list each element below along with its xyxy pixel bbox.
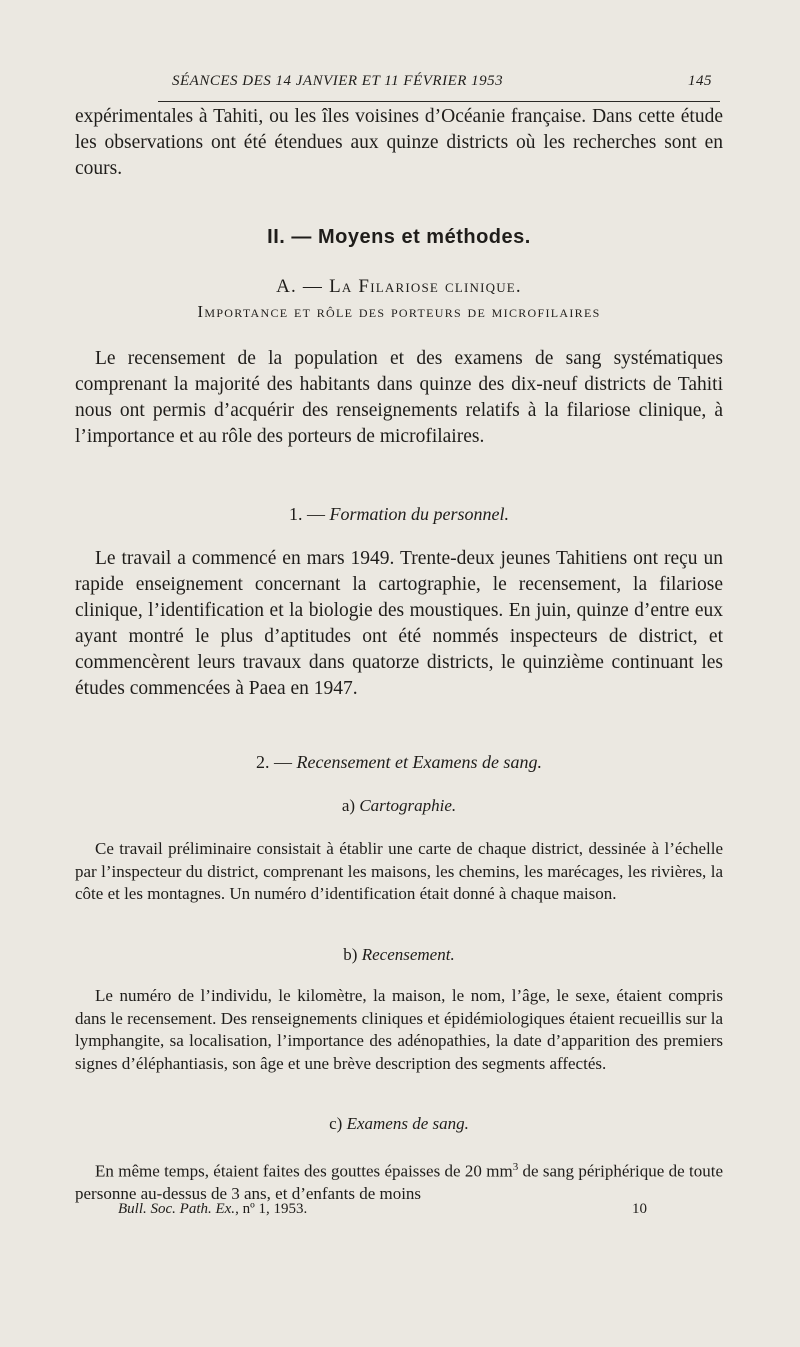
- part-2c-heading: [75, 1114, 723, 1134]
- footer-issue: , nº 1, 1953.: [235, 1201, 308, 1217]
- part-2b-paragraph: Le numéro de l’individu, le kilomètre, la maison, le nom, l’âge, le sexe, étaient compris dans le recensement. Des renseignements cliniques et épidémiologiques étaient recueillis sur la lymphangite, sa localisation, l’importance des adénopathies, la date d’apparition des premiers signes d’éléphantiasis, son âge et une brève description des segments affectés.: [75, 986, 723, 1073]
- part-1-heading: [75, 504, 723, 525]
- section-title: II. — Moyens et méthodes.: [267, 226, 531, 248]
- part-2b-title: Recensement.: [361, 945, 455, 964]
- footer-signature: 10: [632, 1201, 647, 1217]
- part-2c-paragraph: [75, 1156, 723, 1206]
- subsection-title-text: A. — La Filariose clinique.: [276, 276, 522, 297]
- running-title: SÉANCES DES 14 JANVIER ET 11 FÉVRIER 1953: [172, 73, 504, 89]
- subsection-paragraph: Le recensement de la population et des examens de sang systématiques comprenant la majorité des habitants dans quinze des dix-neuf districts de Tahiti nous ont permis d’acquérir des renseignements relatifs à la filariose clinique, à l’importance et au rôle des porteurs de microfilaires.: [75, 348, 723, 447]
- part-2a-label: a): [341, 796, 356, 815]
- part-2c-label: c): [329, 1114, 343, 1133]
- part-2c-title: Examens de sang.: [346, 1114, 469, 1133]
- page-number: 145: [688, 73, 712, 89]
- footer-citation: [118, 1201, 307, 1218]
- part-2c-text-start: En même temps, étaient faites des gouttes épaisses de 20 mm: [95, 1161, 513, 1181]
- footer-journal: Bull. Soc. Path. Ex.: [118, 1201, 236, 1217]
- part-1-paragraph: Le travail a commencé en mars 1949. Trente-deux jeunes Tahitiens ont reçu un rapide enseignement concernant la cartographie, le recensement, la filariose clinique, l’identification et la biologie des moustiques. En juin, quinze d’entre eux ayant montré le plus d’aptitudes ont été nommés inspecteurs de district, et commencèrent leurs travaux dans quatorze districts, le quinzième continuant les études commencées à Paea en 1947.: [75, 548, 723, 699]
- intro-paragraph: expérimentales à Tahiti, ou les îles voisines d’Océanie française. Dans cette étude les observations ont été étendues aux quinze districts où les recherches sont en cours.: [75, 106, 723, 179]
- part-1-number: 1. —: [289, 504, 325, 524]
- part-2-title: Recensement et Examens de sang.: [296, 752, 542, 772]
- part-2a-title: Cartographie.: [359, 796, 457, 815]
- part-2c-text-end: de sang périphérique de toute personne au-dessus de 3 ans, et d’enfants de moins: [75, 1161, 723, 1204]
- part-2a-heading: [75, 796, 723, 816]
- part-2c-superscript: 3: [512, 1161, 519, 1173]
- header-rule: [158, 101, 720, 102]
- part-1-title: Formation du personnel.: [329, 504, 509, 524]
- part-2-heading: [75, 752, 723, 773]
- part-2-number: 2. —: [256, 752, 293, 772]
- part-2b-label: b): [343, 945, 358, 964]
- part-2b-heading: [75, 945, 723, 965]
- part-2a-paragraph: Ce travail préliminaire consistait à établir une carte de chaque district, dessinée à l’échelle par l’inspecteur du district, comprenant les maisons, les chemins, les marécages, les rivières, la côte et les montagnes. Un numéro d’identification était donné à chaque maison.: [75, 839, 723, 903]
- subsection-title: [75, 276, 723, 298]
- subsection-subtitle: Importance et rôle des porteurs de microfilaires: [197, 302, 601, 321]
